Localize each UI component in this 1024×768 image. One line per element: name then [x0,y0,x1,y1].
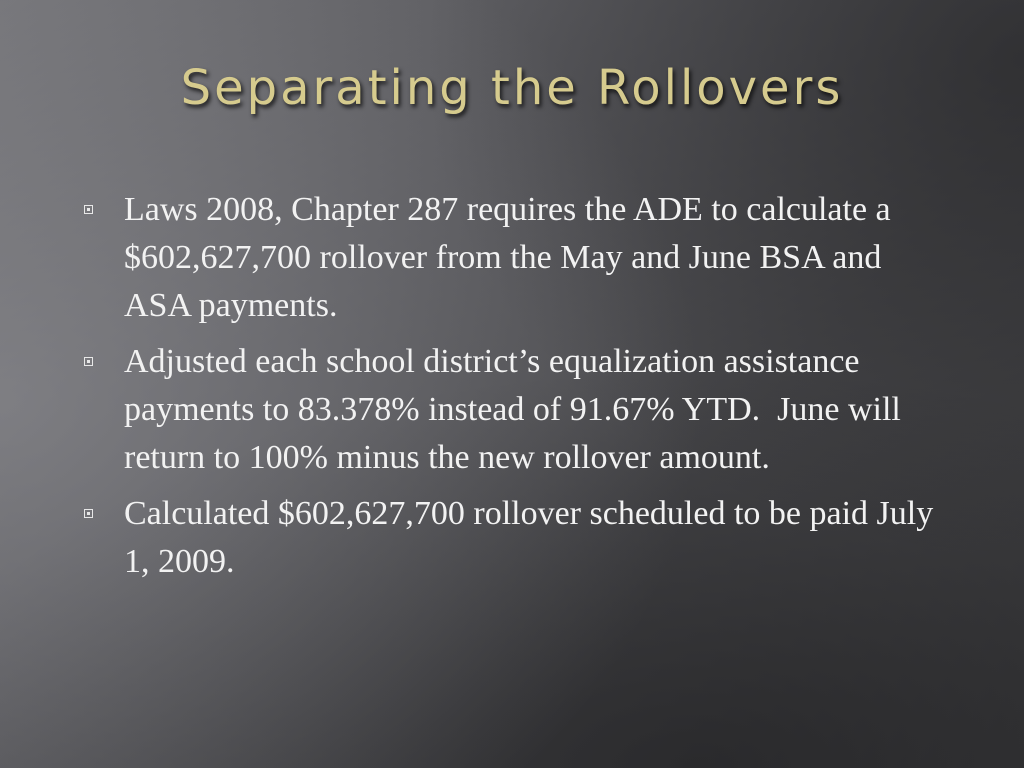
bullet-list [84,186,954,594]
square-bullet-icon [84,357,93,366]
bullet-item [84,186,954,330]
square-bullet-icon [84,509,93,518]
slide-title: Separating the Rollovers [180,60,844,116]
square-bullet-icon [84,205,93,214]
bullet-item [84,490,954,586]
bullet-item [84,338,954,482]
bullet-text: Calculated $602,627,700 rollover scheduled to be paid July 1, 2009. [124,495,942,580]
bullet-text: Adjusted each school district’s equalization assistance payments to 83.378% instead of 91.67% YTD. June will return to 100% minus the new rollover amount. [124,343,910,476]
bullet-text: Laws 2008, Chapter 287 requires the ADE to calculate a $602,627,700 rollover from the May and June BSA and ASA payments. [124,191,900,324]
